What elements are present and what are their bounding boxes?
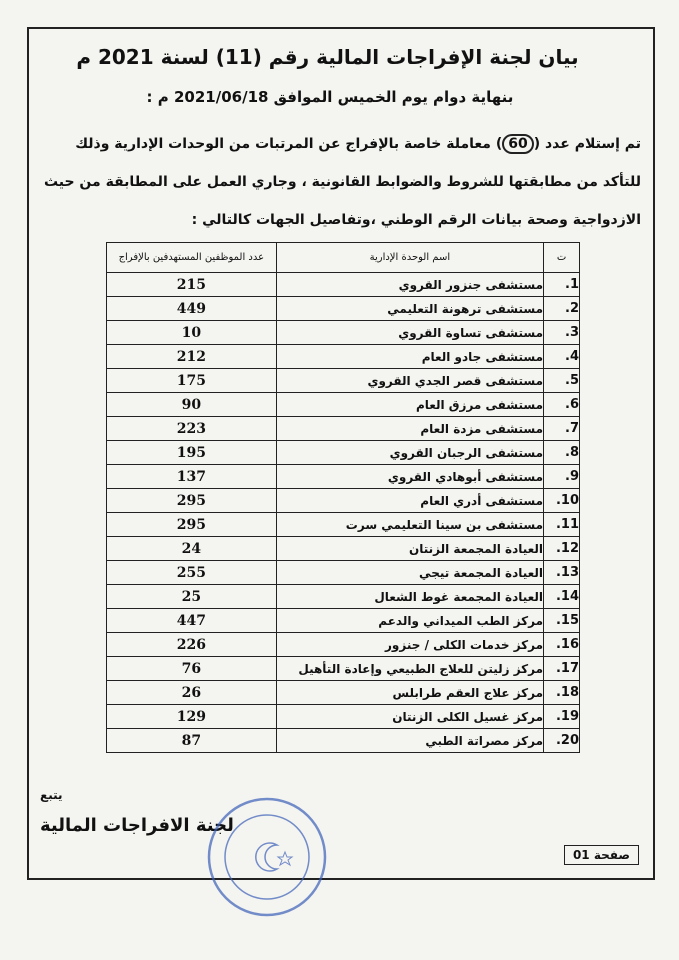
unit-name: مستشفى أبوهادي القروي <box>276 465 543 489</box>
employee-count: 175 <box>107 369 277 393</box>
table-row <box>107 729 580 753</box>
row-number: 9. <box>544 465 580 489</box>
table-row <box>107 321 580 345</box>
employee-count: 295 <box>107 513 277 537</box>
intro-paragraph: تم إستلام عدد (60) معاملة خاصة بالإفراج عن المرتبات من الوحدات الإدارية وذلك للتأكد من مطابقتها للشروط والضوابط القانونية ، وجاري العمل على المطابقة من حيث الازدواجية وصحة بيانات الرقم الوطني ،وتفاصيل الجهات كالتالي : <box>43 136 641 228</box>
table-row <box>107 297 580 321</box>
document-subtitle: بنهاية دوام يوم الخميس الموافق 2021/06/18 م : <box>146 88 514 106</box>
row-number: 15. <box>544 609 580 633</box>
employee-count: 215 <box>107 273 277 297</box>
table-row <box>107 537 580 561</box>
row-number: 1. <box>544 273 580 297</box>
table-row <box>107 633 580 657</box>
table-row <box>107 585 580 609</box>
employee-count: 255 <box>107 561 277 585</box>
unit-name: مركز مصراتة الطبي <box>276 729 543 753</box>
unit-name: مستشفى أدري العام <box>276 489 543 513</box>
page-number: صفحة 01 <box>564 845 639 865</box>
document-title: بيان لجنة الإفراجات المالية رقم (11) لسنة 2021 م <box>76 45 579 69</box>
table-row <box>107 513 580 537</box>
employee-count: 449 <box>107 297 277 321</box>
employee-count: 24 <box>107 537 277 561</box>
table-header-row <box>107 243 580 273</box>
table-row <box>107 657 580 681</box>
unit-name: العيادة المجمعة الزنتان <box>276 537 543 561</box>
row-number: 5. <box>544 369 580 393</box>
table-row <box>107 345 580 369</box>
row-number: 4. <box>544 345 580 369</box>
header-count: عدد الموظفين المستهدفين بالإفراج <box>107 243 277 273</box>
official-stamp-icon <box>205 795 330 920</box>
unit-name: مركز علاج العقم طرابلس <box>276 681 543 705</box>
row-number: 6. <box>544 393 580 417</box>
employee-count: 129 <box>107 705 277 729</box>
committee-signature: لجنة الافراجات المالية <box>40 815 234 836</box>
employee-count: 447 <box>107 609 277 633</box>
unit-name: مستشفى قصر الجدي القروي <box>276 369 543 393</box>
table-row <box>107 441 580 465</box>
row-number: 14. <box>544 585 580 609</box>
units-table <box>106 242 580 753</box>
table-row <box>107 489 580 513</box>
employee-count: 90 <box>107 393 277 417</box>
row-number: 12. <box>544 537 580 561</box>
unit-name: مركز الطب الميداني والدعم <box>276 609 543 633</box>
table-row <box>107 561 580 585</box>
row-number: 20. <box>544 729 580 753</box>
table-row <box>107 393 580 417</box>
intro-after: معاملة خاصة بالإفراج عن المرتبات من الوحدات الإدارية وذلك للتأكد من مطابقتها للشروط والضوابط القانونية ، وجاري العمل على المطابقة من حيث الازدواجية وصحة بيانات الرقم الوطني ،وتفاصيل الجهات كالتالي : <box>43 136 641 228</box>
employee-count: 212 <box>107 345 277 369</box>
row-number: 7. <box>544 417 580 441</box>
table-row <box>107 273 580 297</box>
employee-count: 26 <box>107 681 277 705</box>
table-row <box>107 369 580 393</box>
unit-name: مستشفى بن سينا التعليمي سرت <box>276 513 543 537</box>
employee-count: 295 <box>107 489 277 513</box>
transactions-count: 60 <box>502 134 533 154</box>
unit-name: مركز خدمات الكلى / جنزور <box>276 633 543 657</box>
table-row <box>107 705 580 729</box>
unit-name: مركز زليتن للعلاج الطبيعي وإعادة التأهيل <box>276 657 543 681</box>
follows-note: يتبع <box>40 788 63 802</box>
employee-count: 223 <box>107 417 277 441</box>
unit-name: العيادة المجمعة غوط الشعال <box>276 585 543 609</box>
table-row <box>107 609 580 633</box>
row-number: 10. <box>544 489 580 513</box>
row-number: 3. <box>544 321 580 345</box>
employee-count: 87 <box>107 729 277 753</box>
header-name: اسم الوحدة الإدارية <box>276 243 543 273</box>
employee-count: 226 <box>107 633 277 657</box>
table-row <box>107 681 580 705</box>
row-number: 2. <box>544 297 580 321</box>
row-number: 17. <box>544 657 580 681</box>
employee-count: 10 <box>107 321 277 345</box>
employee-count: 137 <box>107 465 277 489</box>
row-number: 13. <box>544 561 580 585</box>
unit-name: مستشفى جادو العام <box>276 345 543 369</box>
employee-count: 195 <box>107 441 277 465</box>
employee-count: 76 <box>107 657 277 681</box>
row-number: 19. <box>544 705 580 729</box>
unit-name: مستشفى ترهونة التعليمي <box>276 297 543 321</box>
unit-name: العيادة المجمعة تيجي <box>276 561 543 585</box>
unit-name: مستشفى مرزق العام <box>276 393 543 417</box>
row-number: 8. <box>544 441 580 465</box>
header-no: ت <box>544 243 580 273</box>
row-number: 11. <box>544 513 580 537</box>
intro-before: تم إستلام عدد <box>545 136 641 152</box>
unit-name: مستشفى مزدة العام <box>276 417 543 441</box>
row-number: 18. <box>544 681 580 705</box>
unit-name: مستشفى تساوة القروي <box>276 321 543 345</box>
row-number: 16. <box>544 633 580 657</box>
unit-name: مستشفى جنزور القروي <box>276 273 543 297</box>
table-body <box>107 273 580 753</box>
table-row <box>107 417 580 441</box>
unit-name: مركز غسيل الكلى الزنتان <box>276 705 543 729</box>
unit-name: مستشفى الرجبان القروي <box>276 441 543 465</box>
employee-count: 25 <box>107 585 277 609</box>
table-row <box>107 465 580 489</box>
